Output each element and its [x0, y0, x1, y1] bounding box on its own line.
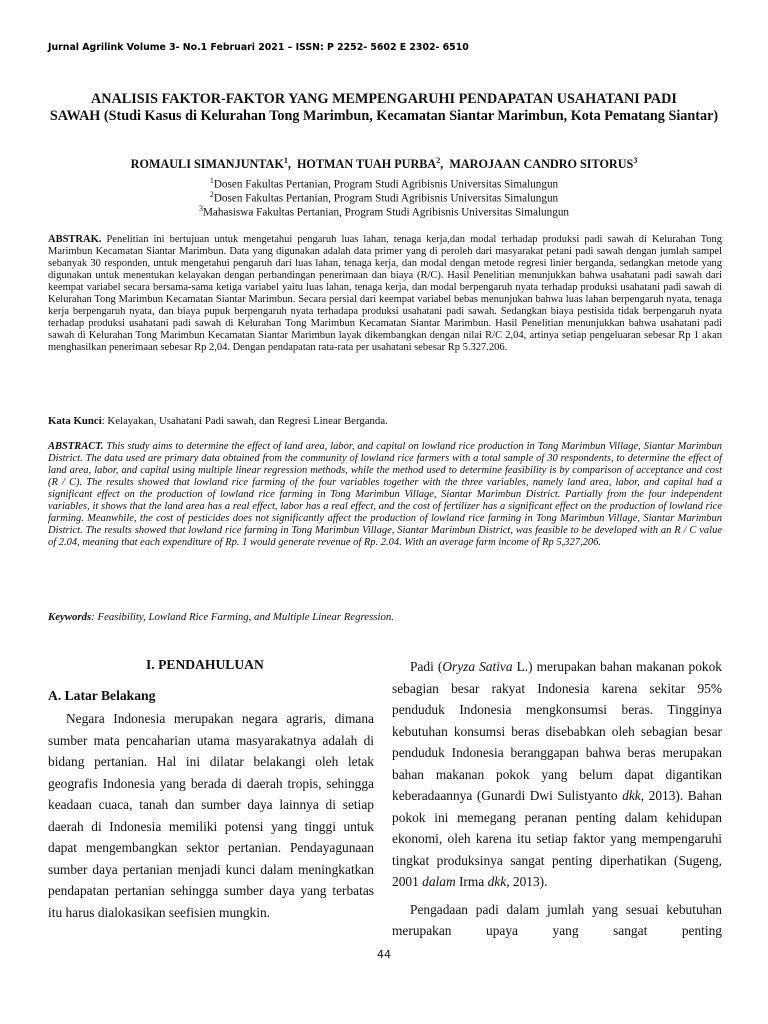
keywords-text: : Feasibility, Lowland Rice Farming, and Multiple Linear Regression. [91, 611, 394, 623]
text-run: Padi ( [410, 659, 443, 674]
citation-etal: dkk [487, 874, 507, 889]
author-name: ROMAULI SIMANJUNTAK [130, 157, 284, 172]
species-name: Oryza Sativa [442, 659, 513, 674]
citation-etal: dkk [622, 788, 641, 803]
author-name: MAROJAAN CANDRO SITORUS [449, 157, 634, 172]
abstract-en-block [48, 441, 722, 549]
left-column [48, 708, 374, 923]
subsection-heading: A. Latar Belakang [48, 688, 156, 703]
body-paragraph: Pengadaan padi dalam jumlah yang sesuai kebutuhan merupakan upaya yang sangat penting [392, 901, 722, 938]
author-sup: 1 [283, 156, 288, 165]
affiliation-text: Dosen Fakultas Pertanian, Program Studi Agribisnis Universitas Simalungun [213, 192, 559, 205]
author-list: ROMAULI SIMANJUNTAK$^1$, HOTMAN TUAH PURBA$^2$, MAROJAAN CANDRO SITORUS$^3$ [130, 156, 638, 172]
author-sup: 3 [633, 156, 638, 165]
right-column [392, 656, 722, 942]
abstract-en-text: This study aims to determine the effect of land area, labor, and capital on lowland rice production in Tong Marimbun Village, Siantar Marimbun District. The data used are primary data obtained from the community of lowland rice farmers with a total sample of 30 respondents, to determine the effect of land area, labor, and capital using multiple linear regression methods, while the method used to determine feasibility is by comparison of acceptance and cost (R / C). The results showed that lowland rice farming of the four variables together with the three variables, namely land area, labor, and capital had a significant effect on the production of lowland rice farming in Tong Marimbun Village, Siantar Marimbun District. Partially from the four independent variables, it shows that the land area has a real effect, labor has a real effect, and the cost of fertilizer has a significant effect on the production of lowland rice farming. Meanwhile, the cost of pesticides does not significantly affect the production of lowland rice farming in Tong Marimbun Village, Siantar Marimbun District. The results showed that lowland rice farming in Tong Marimbun Village, Siantar Marimbun District, was feasible to be developed with an R / C value of 2.04, meaning that each expenditure of Rp. 1 would generate revenue of Rp. 2.04. With an average farm income of Rp 5,327,206. [48, 441, 723, 548]
kata-kunci [48, 415, 722, 427]
affiliation-sup: 3 [198, 204, 203, 213]
affiliation-text: Mahasiswa Fakultas Pertanian, Program Studi Agribisnis Universitas Simalungun [202, 206, 570, 219]
abstrak-block [48, 234, 722, 354]
keywords [48, 611, 722, 623]
title-line-1: ANALISIS FAKTOR-FAKTOR YANG MEMPENGARUHI PENDAPATAN USAHATANI PADI [91, 91, 677, 107]
affiliation-sup: 2 [209, 190, 214, 199]
title-line-2: SAWAH (Studi Kasus di Kelurahan Tong Marimbun, Kecamatan Siantar Marimbun, Kota Pematang Siantar) [49, 108, 719, 124]
author-name: HOTMAN TUAH PURBA [296, 157, 437, 172]
keywords-label: Keywords [48, 611, 92, 623]
abstrak-text: Penelitian ini bertujuan untuk mengetahui pengaruh luas lahan, tenaga kerja,dan modal terhadap produksi padi sawah di Kelurahan Tong Marimbun Kecamatan Siantar Marimbun. Data yang digunakan adalah data primer yang di peroleh dari masyarakat petani padi sawah dengan jumlah sampel sebanyak 30 responden, untuk mengetahui pengaruh dari luas lahan, tenaga kerja, dan modal dengan metode regresi linier berganda, sedangkan metode yang digunakan untuk menentukan kelayakan dengan perbandingan penerimaan dan biaya (R/C). Hasil Penelitian menunjukkan bahwa usahatani padi sawah dari keempat variabel secara bersama-sama ketiga variabel yaitu luas lahan, tenaga kerja, dan modal berpengaruh nyata terhadap produksi usahatani padi sawah di Kelurahan Tong Marimbun Kecamatan Siantar Marimbun. Secara persial dari keempat variabel bebas menunjukan bahwa luas lahan berpengaruh nyata, tenaga kerja berpengaruh nyata, dan biaya pupuk berpengaruh nyata terhadapa produksi usahatani padi sawah. Sedangkan biaya pestisida tidak berpengaruh nyata terhadap produksi usahatani padi sawah di Kelurahan Tong Marimbun Kecamatan Siantar Marimbun. Hasil Penelitian menunjukkan bahwa usahatani padi sawah di Kelurahan Tong Marimbun Kecamatan Siantar Marimbun layak dikembangkan dengan nilai R/C 2,04, artinya setiap pengeluaran sebesar Rp 1 akan menghasilkan penerimaan sebesar Rp 2,04. Dengan pendapatan rata-rata per usahatani sebesar Rp 5.327.206. [48, 234, 723, 353]
abstract-en-label: ABSTRACT. [48, 441, 104, 452]
section-heading: I. PENDAHULUAN [146, 657, 264, 672]
body-paragraph [392, 656, 722, 893]
abstrak-label: ABSTRAK. [48, 234, 102, 245]
text-run: Irma [455, 874, 488, 889]
affiliation-text: Dosen Fakultas Pertanian, Program Studi Agribisnis Universitas Simalungun [213, 178, 559, 191]
page-number: 44 [377, 948, 391, 961]
journal-header: Jurnal Agrilink Volume 3- No.1 Februari 2021 – ISSN: P 2252- 5602 E 2302- 6510 [48, 42, 469, 53]
citation-dalam: dalam [422, 874, 456, 889]
kata-kunci-text: : Kelayakan, Usahatani Padi sawah, dan Regresi Linear Berganda. [101, 415, 388, 427]
affiliation-sup: 1 [209, 176, 214, 185]
text-run: , 2013). [506, 874, 548, 889]
paper-title [48, 91, 720, 125]
text-run: , 2013). Bahan pokok ini memegang peranan penting dalam kehidupan ekonomi, oleh karena itu setiap faktor yang mempengaruhi tingkat produksinya sangat penting diperhatikan (Sugeng, 2001 [392, 788, 722, 889]
text-run: L.) merupakan bahan makanan pokok sebagian besar rakyat Indonesia karena sekitar 95% penduduk Indonesia mengkonsumsi beras. Tingginya kebutuhan konsumsi beras disebabkan oleh sebagian besar penduduk Indonesia beranggapan bahwa beras merupakan bahan makanan pokok yang belum dapat digantikan keberadaannya (Gunardi Dwi Sulistyanto [392, 659, 722, 803]
affiliation [48, 202, 720, 220]
author-sup: 2 [436, 156, 441, 165]
body-paragraph: Negara Indonesia merupakan negara agraris, dimana sumber mata pencaharian utama masyarakatnya adalah di bidang pertanian. Hal ini dilatar belakangi oleh letak geografis Indonesia yang berada di daerah tropis, sehingga keadaan cuaca, tanah dan sumber daya lainnya di setiap daerah di Indonesia memiliki potensi yang tinggi untuk dapat mengembangkan sektor pertanian. Pendayagunaan sumber daya pertanian menjadi kunci dalam meningkatkan pendapatan pertanian sehingga sumber daya yang terbatas itu harus dialokasikan seefisien mungkin. [48, 711, 374, 920]
kata-kunci-label: Kata Kunci [48, 415, 102, 427]
